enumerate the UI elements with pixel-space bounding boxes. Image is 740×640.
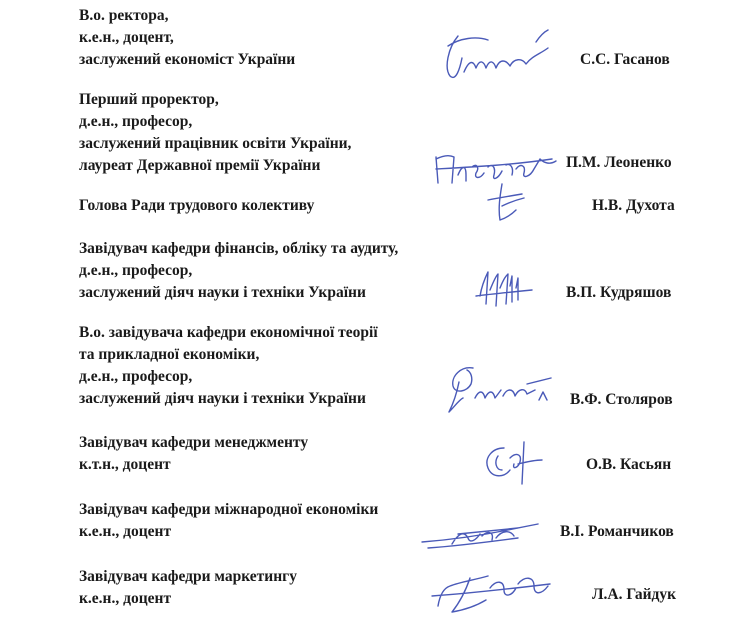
position-line: д.е.н., професор, xyxy=(79,262,193,279)
position-line: д.е.н., професор, xyxy=(79,368,193,385)
position-line: к.е.н., доцент xyxy=(79,523,172,540)
position-line: Завідувач кафедри менеджменту xyxy=(79,434,309,451)
position-line: д.е.н., професор, xyxy=(79,113,193,130)
signature-kasian xyxy=(478,438,548,488)
position-line: к.е.н., доцент xyxy=(79,590,172,607)
signatory-block-5 xyxy=(79,322,378,410)
position-line: заслужений діяч науки і техніки України xyxy=(79,284,366,301)
signatory-block-1 xyxy=(79,5,295,71)
position-line: Завідувач кафедри фінансів, обліку та аудиту, xyxy=(79,240,399,257)
position-line: заслужений економіст України xyxy=(79,51,296,68)
position-line: В.о. ректора, xyxy=(79,7,169,24)
position-line: к.т.н., доцент xyxy=(79,456,171,473)
position-line: Перший проректор, xyxy=(79,91,219,108)
position-line: Завідувач кафедри міжнародної економіки xyxy=(79,501,379,518)
signatory-block-4 xyxy=(79,238,398,304)
signatory-block-6 xyxy=(79,432,308,476)
position-line: та прикладної економіки, xyxy=(79,346,260,363)
position-line: к.е.н., доцент, xyxy=(79,29,174,46)
position-line: Голова Ради трудового колективу xyxy=(79,197,315,214)
signature-stoliarov xyxy=(443,362,558,420)
signature-kudriashov xyxy=(472,266,542,312)
signatory-name: С.С. Гасанов xyxy=(580,51,670,68)
signatory-name: О.В. Касьян xyxy=(586,456,672,473)
position-line: Завідувач кафедри маркетингу xyxy=(79,568,297,585)
signature-gasanov xyxy=(440,28,555,83)
signatory-block-7 xyxy=(79,499,378,543)
signatory-name: В.П. Кудряшов xyxy=(566,284,672,301)
position-line: заслужений працівник освіти України, xyxy=(79,135,352,152)
signatory-name: Л.А. Гайдук xyxy=(592,586,677,603)
signature-romanchykov xyxy=(418,514,550,554)
signatory-name: В.Ф. Столяров xyxy=(570,391,673,408)
signatory-name: В.І. Романчиков xyxy=(560,523,674,540)
signature-dukhota xyxy=(480,180,540,225)
signatory-block-8 xyxy=(79,566,297,610)
signature-haiduk xyxy=(430,566,560,620)
position-line: В.о. завідувача кафедри економічної теорії xyxy=(79,324,378,341)
signatory-name: П.М. Леоненко xyxy=(566,154,672,171)
position-line: заслужений діяч науки і техніки України xyxy=(79,390,366,407)
position-line: лауреат Державної премії України xyxy=(79,157,321,174)
signatory-name: Н.В. Духота xyxy=(592,197,675,214)
signatory-block-3 xyxy=(79,195,314,217)
signatory-block-2 xyxy=(79,89,351,177)
